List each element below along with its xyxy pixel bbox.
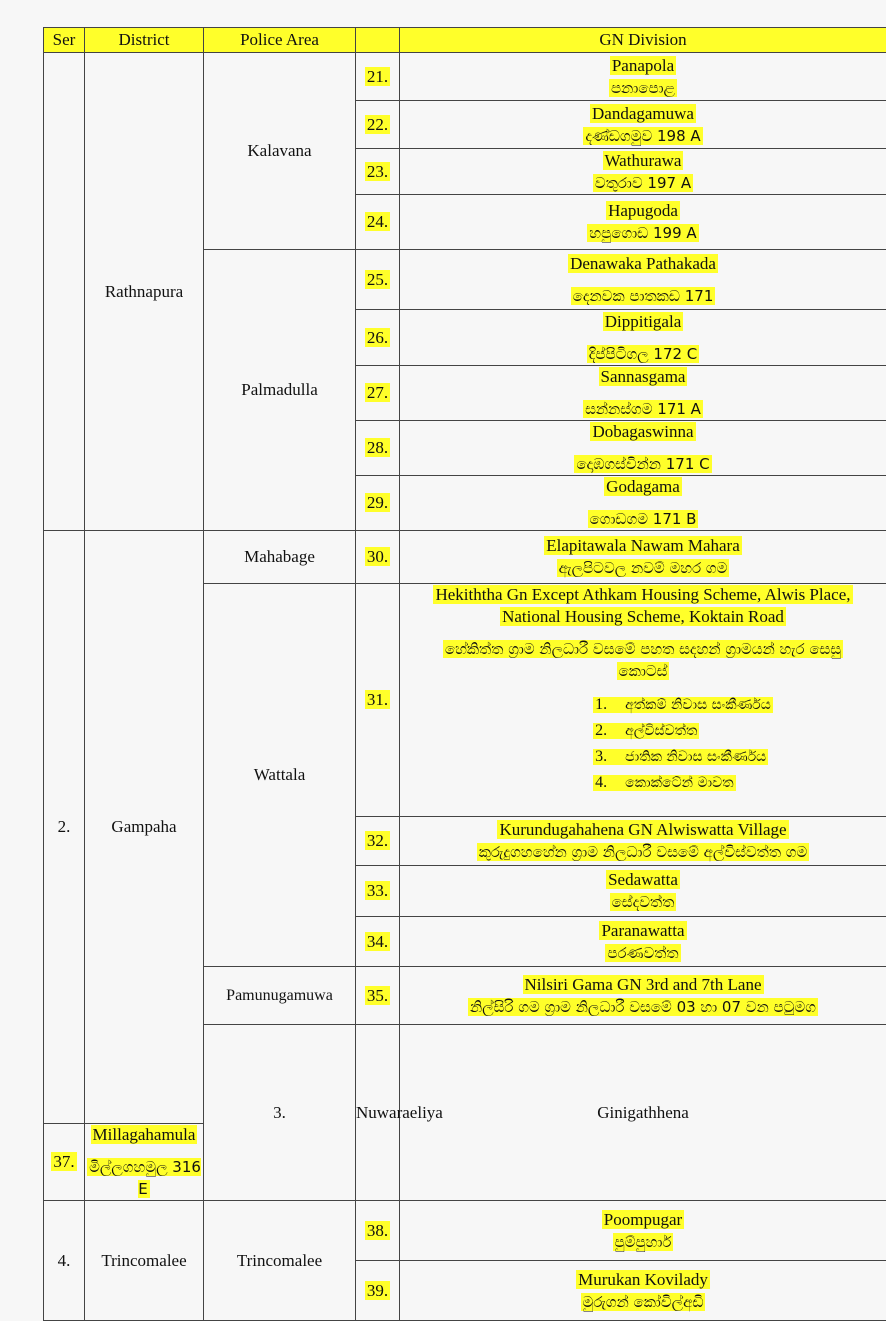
row-number: 37. <box>51 1152 76 1171</box>
gn-name-si: සේදවත්ත <box>610 893 677 911</box>
row-number: 39. <box>365 1281 390 1300</box>
gn-name-si: නිල්සිරි ගම ග්‍රාම නිලධාරී වසමේ 03 හා 07 වන පටුමග <box>468 998 818 1016</box>
gn-name-en: Dandagamuwa <box>590 104 696 123</box>
header-gn-division: GN Division <box>400 28 886 53</box>
header-ser: Ser <box>44 28 85 53</box>
gn-name-si: හපුගොඩ 199 A <box>587 224 698 242</box>
police-area: Ginigathhena <box>400 1025 886 1201</box>
gn-name-si: ඇලපිටවල නවම් මහර ගම <box>557 559 730 577</box>
gn-name-si: සන්නස්ගම 171 A <box>583 400 703 418</box>
row-number: 25. <box>365 270 390 289</box>
row-number: 29. <box>365 493 390 512</box>
gn-name-en: Paranawatta <box>599 921 686 940</box>
gn-name-en: Denawaka Pathakada <box>568 254 718 273</box>
gn-name-en: Panapola <box>610 56 676 75</box>
row-number: 23. <box>365 162 390 181</box>
header-police-area: Police Area <box>204 28 356 53</box>
table-row <box>44 53 886 101</box>
district-name: Trincomalee <box>85 1201 204 1321</box>
table-row <box>44 531 886 584</box>
gn-name-en: Godagama <box>604 477 682 496</box>
row-number: 34. <box>365 932 390 951</box>
police-area: Pamunugamuwa <box>204 967 356 1025</box>
gn-name-si: දණ්ඩගමුව 198 A <box>583 127 702 145</box>
gn-name-si: කොටස් <box>617 662 670 680</box>
district-ser: 4. <box>44 1201 85 1321</box>
gn-name-en: National Housing Scheme, Koktain Road <box>500 607 786 626</box>
header-row <box>44 28 886 53</box>
gn-name-en: Kurundugahahena GN Alwiswatta Village <box>497 820 788 839</box>
district-ser: 3. <box>204 1025 356 1201</box>
row-number: 35. <box>365 986 390 1005</box>
gn-name-si: මිල්ලගහමුල 316 E <box>87 1158 201 1198</box>
gn-name-en: Wathurawa <box>603 151 684 170</box>
header-num <box>356 28 400 53</box>
exception-list <box>593 692 773 796</box>
district-name: Gampaha <box>85 531 204 1124</box>
gn-name-si: හේකිත්ත ග්‍රාම නිලධාරී වසමේ පහත සදහන් ග්‍රාමයන් හැර සෙසු <box>443 640 843 658</box>
row-number: 21. <box>365 67 390 86</box>
gn-name-en: Dippitigala <box>603 312 683 331</box>
gn-name-si: දෙනවක පාතකඩ 171 <box>571 287 716 305</box>
row-number: 38. <box>365 1221 390 1240</box>
row-number: 30. <box>365 547 390 566</box>
gn-name-si: ගොඩගම 171 B <box>588 510 699 528</box>
police-area: Trincomalee <box>204 1201 356 1321</box>
gn-name-si: මුරුගන් කෝවිල්අඩි <box>581 1293 706 1311</box>
header-district: District <box>85 28 204 53</box>
row-number: 22. <box>365 115 390 134</box>
row-number: 33. <box>365 881 390 900</box>
gn-division-table <box>43 27 886 1321</box>
row-number: 26. <box>365 328 390 347</box>
district-ser: 2. <box>44 531 85 1124</box>
district-name: Rathnapura <box>85 53 204 531</box>
gn-name-en: Elapitawala Nawam Mahara <box>544 536 742 555</box>
gn-name-en: Nilsiri Gama GN 3rd and 7th Lane <box>523 975 764 994</box>
gn-name-en: Sedawatta <box>606 870 680 889</box>
gn-name-si: පරණවත්ත <box>605 944 680 962</box>
table-row <box>44 1201 886 1261</box>
row-number: 27. <box>365 383 390 402</box>
police-area: Mahabage <box>204 531 356 584</box>
gn-name-en: Poompugar <box>602 1210 684 1229</box>
gn-name-si: දොඹගස්වින්න 171 C <box>574 455 711 473</box>
district-name: Nuwaraeliya <box>356 1025 400 1201</box>
gn-name-en: Dobagaswinna <box>590 422 695 441</box>
gn-name-si: පුම්පුහාර් <box>613 1233 674 1251</box>
gn-name-si: කුරුදුගහහේන ග්‍රාම නිලධාරී වසමේ අල්විස්වත්ත ගම <box>477 843 810 861</box>
district-ser <box>44 53 85 531</box>
police-area: Palmadulla <box>204 250 356 531</box>
gn-name-en: Hekiththa Gn Except Athkam Housing Scheme, Alwis Place, <box>433 585 852 604</box>
gn-name-en: Murukan Kovilady <box>576 1270 710 1289</box>
row-number: 28. <box>365 438 390 457</box>
gn-name-en: Hapugoda <box>606 201 680 220</box>
row-number: 32. <box>365 831 390 850</box>
list-item: 3. ජාතික නිවාස සංකීර්ණය <box>593 744 773 770</box>
gn-name-si: පනාපොළ <box>609 79 677 97</box>
row-number: 31. <box>365 690 390 709</box>
list-item: 4. කොක්ටේන් මාවත <box>593 770 773 796</box>
gn-name-si: දිප්පිටිගල 172 C <box>587 345 700 363</box>
list-item: 2. අල්විස්වත්ත <box>593 718 773 744</box>
police-area: Kalavana <box>204 53 356 250</box>
gn-name-en: Sannasgama <box>599 367 688 386</box>
row-number: 24. <box>365 212 390 231</box>
police-area: Wattala <box>204 584 356 967</box>
gn-name-si: වතුරාව 197 A <box>593 174 693 192</box>
gn-name-en: Millagahamula <box>91 1125 198 1144</box>
list-item: 1. අත්කම් නිවාස සංකීර්ණය <box>593 692 773 718</box>
